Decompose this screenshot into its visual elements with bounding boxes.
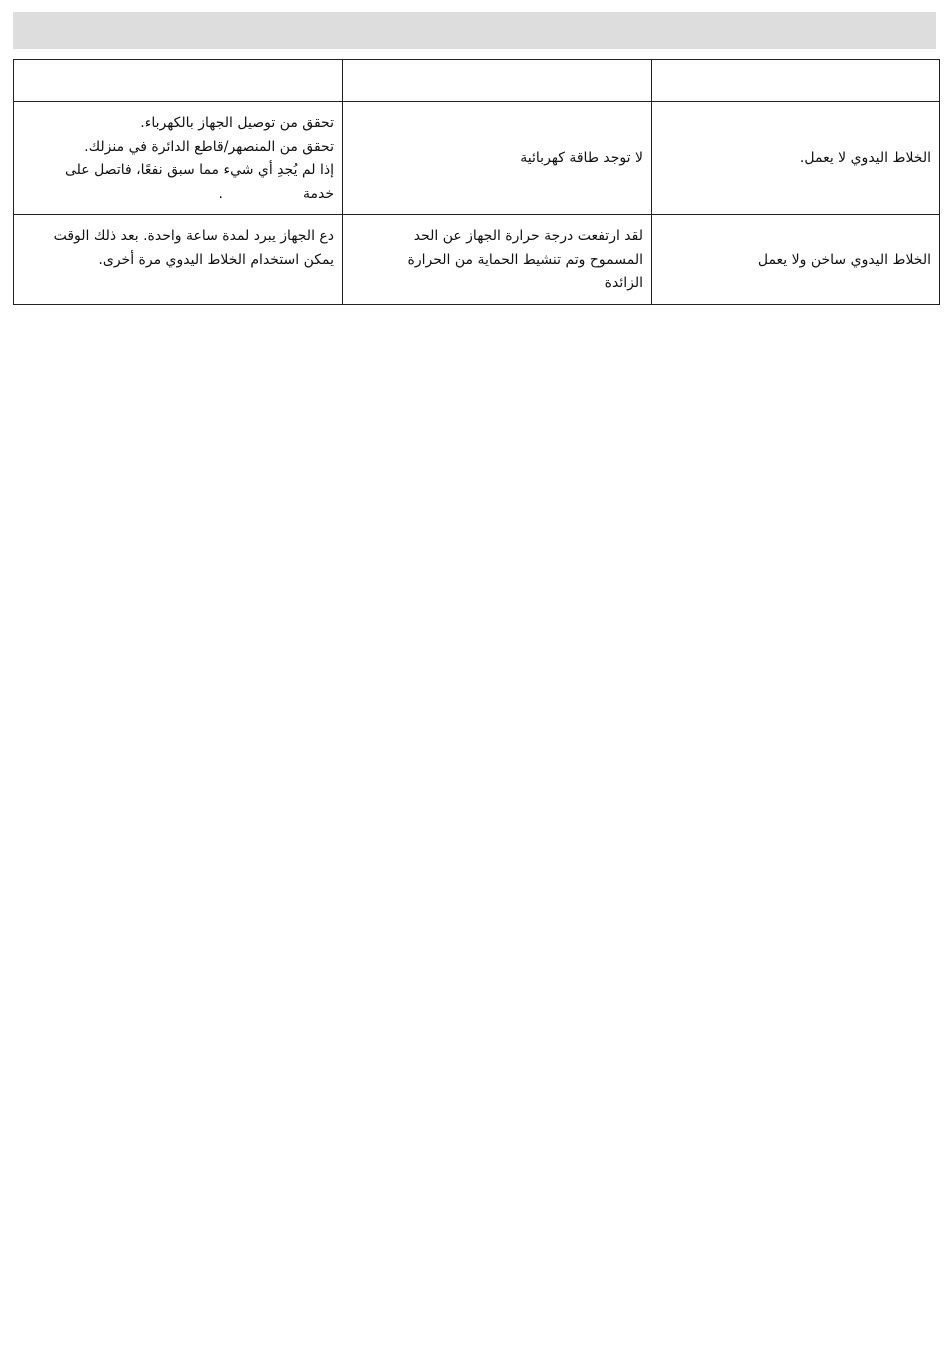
solution-line: دع الجهاز يبرد لمدة ساعة واحدة. بعد ذلك الوقت	[53, 228, 334, 244]
solution-line: تحقق من المنصهر/قاطع الدائرة في منزلك.	[84, 138, 334, 155]
service-word: خدمة	[302, 185, 334, 202]
cause-cell	[343, 215, 652, 305]
cause-line: الزائدة	[604, 275, 643, 291]
cause-line: لقد ارتفعت درجة حرارة الجهاز عن الحد	[413, 228, 643, 244]
troubleshooting-table	[13, 59, 940, 305]
cause-line: المسموح وتم تنشيط الحماية من الحرارة	[407, 251, 643, 268]
solution-line: يمكن استخدام الخلاط اليدوي مرة أخرى.	[98, 251, 334, 268]
header-solution-cell	[14, 60, 343, 102]
header-problem-cell	[652, 60, 940, 102]
cause-cell: لا توجد طاقة كهربائية	[343, 102, 652, 215]
header-bar	[13, 12, 936, 49]
table-header-row	[14, 60, 940, 102]
table-row	[14, 102, 940, 215]
solution-line	[22, 183, 334, 207]
solution-cell	[14, 215, 343, 305]
header-cause-cell	[343, 60, 652, 102]
solution-line: إذا لم يُجدِ أي شيء مما سبق نفعًا، فاتصل على	[64, 162, 334, 178]
service-period: .	[218, 185, 223, 202]
solution-line: تحقق من توصيل الجهاز بالكهرباء.	[140, 115, 334, 131]
problem-cell: الخلاط اليدوي ساخن ولا يعمل	[652, 215, 940, 305]
problem-cell: الخلاط اليدوي لا يعمل.	[652, 102, 940, 215]
table-row	[14, 215, 940, 305]
solution-cell	[14, 102, 343, 215]
